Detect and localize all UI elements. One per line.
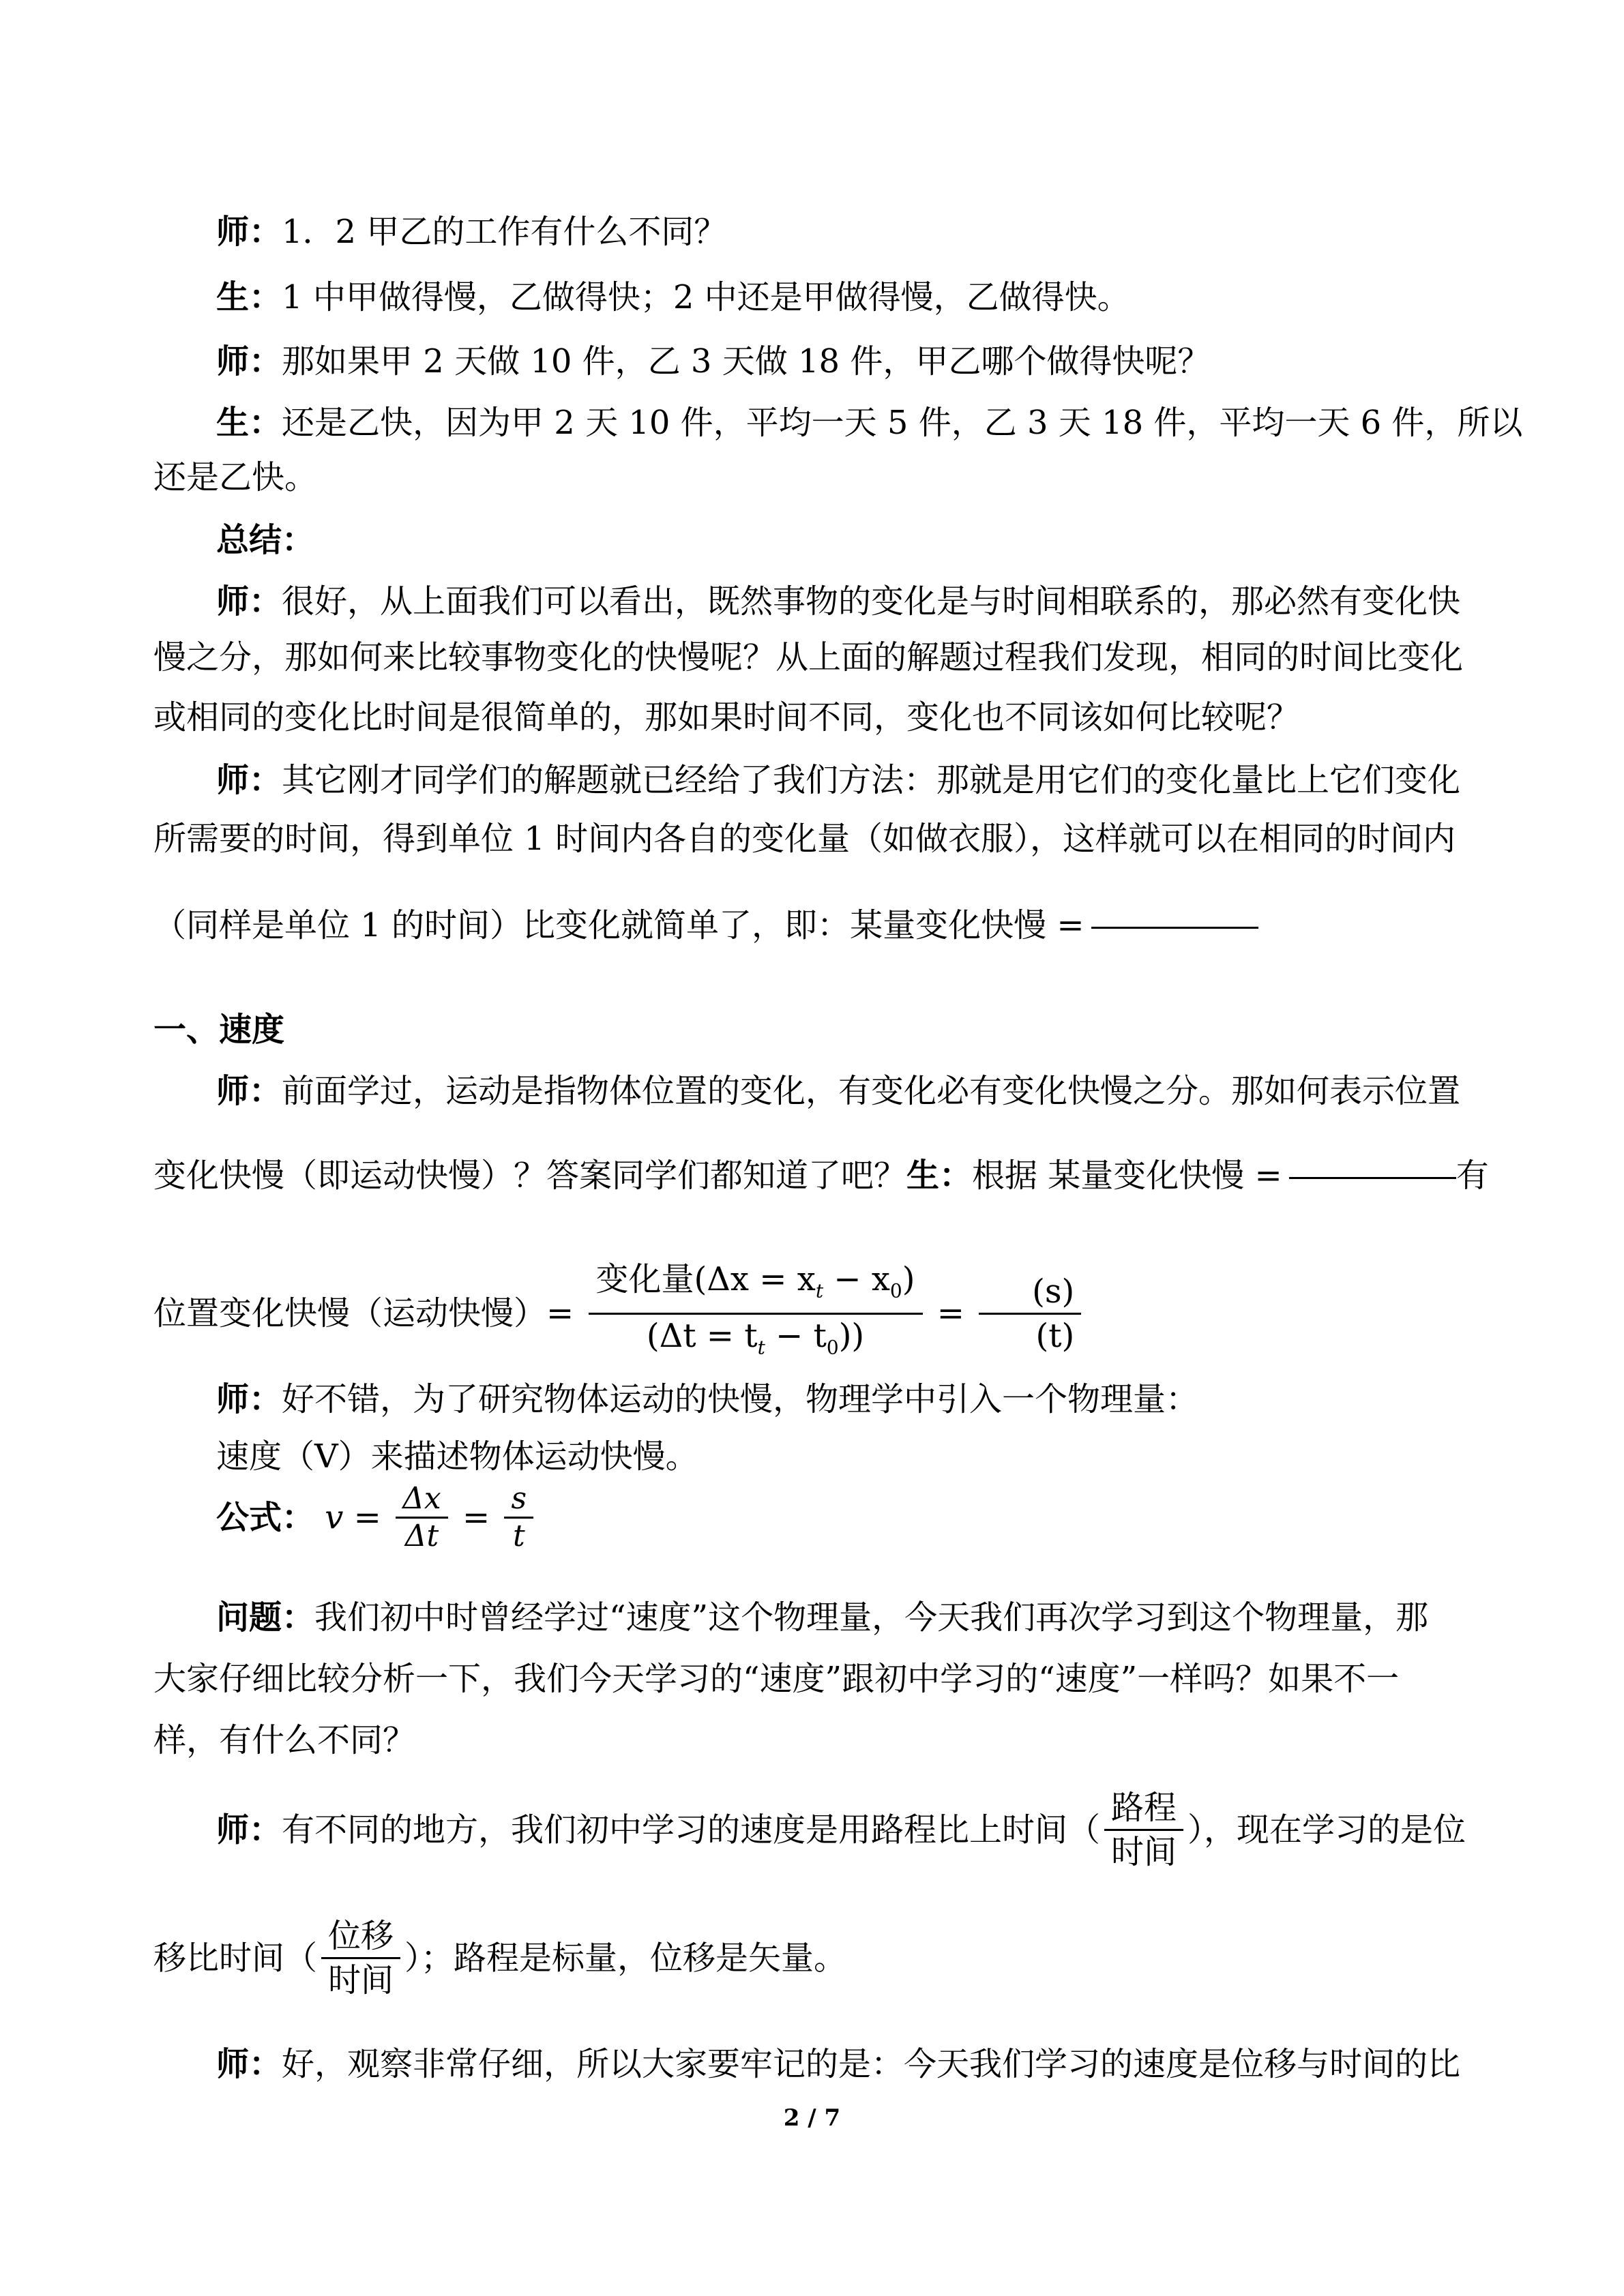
line-text: 慢之分，那如何来比较事物变化的快慢呢？从上面的解题过程我们发现，相同的时间比变化 xyxy=(153,638,1464,676)
line-text: 1．2 甲乙的工作有什么不同？ xyxy=(282,213,727,251)
velocity-formula xyxy=(216,1481,537,1554)
page-number: 2 / 7 xyxy=(783,2104,841,2132)
dialog-line-1 xyxy=(216,210,726,254)
line-text: 好，观察非常仔细，所以大家要牢记的是：今天我们学习的速度是位移与时间的比 xyxy=(282,2045,1461,2083)
equals-sign: = xyxy=(936,1294,964,1333)
line-text: 大家仔细比较分析一下，我们今天学习的“速度”跟初中学习的“速度”一样吗？如果不一 xyxy=(153,1660,1400,1698)
line-text: 其它刚才同学们的解题就已经给了我们方法：那就是用它们的变化量比上它们变化 xyxy=(282,761,1461,799)
fraction-denominator: $(\Delta t = t_t - t_0)$) xyxy=(589,1313,923,1369)
line-text: 样，有什么不同？ xyxy=(153,1721,416,1759)
line-text: （同样是单位 1 的时间）比变化就简单了，即： xyxy=(153,906,851,944)
line-end: 有 xyxy=(1456,1157,1489,1195)
line-text: 那如果甲 2 天做 10 件，乙 3 天做 18 件，甲乙哪个做得快呢？ xyxy=(282,342,1211,381)
summary-heading: 总结： xyxy=(216,521,315,559)
fraction-numerator: 位移 xyxy=(328,1917,394,1955)
speaker-label: 师： xyxy=(216,342,282,381)
dialog-line-5 xyxy=(153,456,317,499)
dialog-line-17 xyxy=(216,1377,1198,1421)
equals-sign: = xyxy=(462,1498,490,1537)
dialog-line-24 xyxy=(153,1915,846,2001)
fraction-blank xyxy=(1289,1177,1456,1179)
velocity-definition-formula xyxy=(153,1258,1085,1369)
fraction-denominator: 时间 xyxy=(1104,1829,1183,1873)
fraction-numerator: s xyxy=(511,1481,527,1516)
question-label: 问题： xyxy=(216,1598,315,1637)
line-text: 还是乙快，因为甲 2 天 10 件，平均一天 5 件，乙 3 天 18 件，平均一天 6 件，所以 xyxy=(282,404,1523,442)
question-line-20 xyxy=(216,1596,1428,1639)
speaker-label: 生： xyxy=(216,404,282,442)
formula-lhs: 位置变化快慢（运动快慢）= xyxy=(153,1294,574,1333)
dialog-line-12 xyxy=(153,904,1258,947)
speaker-label: 师： xyxy=(216,582,282,621)
dialog-line-9 xyxy=(153,696,1299,739)
line-text: 还是乙快。 xyxy=(153,458,318,496)
line-text: ）；路程是标量，位移是矢量。 xyxy=(404,1939,847,1978)
fraction-denominator: Δt xyxy=(396,1517,448,1554)
units-fraction xyxy=(979,1270,1081,1357)
fraction-denominator: t xyxy=(504,1517,533,1554)
speaker-label: 师： xyxy=(216,213,282,251)
line-text: ），现在学习的是位 xyxy=(1187,1810,1466,1849)
line-text: 很好，从上面我们可以看出，既然事物的变化是与时间相联系的，那必然有变化快 xyxy=(282,582,1461,621)
dialog-line-25 xyxy=(216,2042,1460,2086)
fraction-numerator: 路程 xyxy=(1111,1789,1177,1827)
dialog-line-15 xyxy=(153,1154,1489,1197)
formula-label: 公式： xyxy=(216,1498,315,1537)
dialog-line-18 xyxy=(216,1435,698,1478)
line-text: 1 中甲做得慢，乙做得快；2 中还是甲做得慢，乙做得快。 xyxy=(282,278,1130,316)
speaker-label: 师： xyxy=(216,761,282,799)
line-text: 根据 某量变化快慢 = xyxy=(972,1157,1282,1195)
line-text: 有不同的地方，我们初中学习的速度是用路程比上时间（ xyxy=(282,1810,1101,1849)
fraction-numerator: Δx xyxy=(402,1481,441,1516)
dialog-line-14 xyxy=(216,1069,1460,1113)
change-over-time-fraction xyxy=(589,1258,923,1369)
displacement-over-time-fraction xyxy=(321,1915,400,2001)
line-text: 所需要的时间，得到单位 1 时间内各自的变化量（如做衣服），这样就可以在相同的时间内 xyxy=(153,820,1456,858)
section-title: 一、速度 xyxy=(153,1011,285,1049)
dialog-line-3 xyxy=(216,340,1210,383)
speaker-label: 师： xyxy=(216,1810,282,1849)
question-line-21 xyxy=(153,1657,1399,1701)
speaker-label: 师： xyxy=(216,1072,282,1110)
line-text: 移比时间（ xyxy=(153,1939,318,1978)
fraction-blank xyxy=(1091,927,1258,929)
speaker-label: 生： xyxy=(906,1157,973,1195)
line-text: 好不错，为了研究物体运动的快慢，物理学中引入一个物理量： xyxy=(282,1380,1199,1418)
line-text: 速度（V）来描述物体运动快慢。 xyxy=(216,1437,698,1476)
dialog-line-11 xyxy=(153,817,1456,861)
velocity-symbol: v = xyxy=(325,1498,381,1537)
speaker-label: 生： xyxy=(216,278,282,316)
line-text: 前面学过，运动是指物体位置的变化，有变化必有变化快慢之分。那如何表示位置 xyxy=(282,1072,1461,1110)
line-text: 或相同的变化比时间是很简单的，那如果时间不同，变化也不同该如何比较呢？ xyxy=(153,698,1300,736)
line-text: 变化快慢（即运动快慢）？答案同学们都知道了吧？ xyxy=(153,1157,907,1195)
dialog-line-23 xyxy=(216,1787,1466,1873)
dialog-line-8 xyxy=(153,636,1463,679)
dialog-line-7 xyxy=(216,580,1460,623)
formula-text: 某量变化快慢 = xyxy=(850,906,1084,944)
fraction-numerator: (s) xyxy=(1032,1272,1075,1311)
fraction-denominator: 时间 xyxy=(321,1957,400,2001)
fraction-numerator: 变化量$(\Delta x = x_t - x_0)$ xyxy=(595,1260,915,1302)
s-over-t-fraction xyxy=(504,1481,533,1554)
delta-fraction xyxy=(396,1481,448,1554)
dialog-line-4 xyxy=(216,401,1522,445)
fraction-denominator: (t) xyxy=(979,1313,1081,1357)
speaker-label: 师： xyxy=(216,2045,282,2083)
line-text: 我们初中时曾经学过“速度”这个物理量，今天我们再次学习到这个物理量，那 xyxy=(314,1598,1429,1637)
distance-over-time-fraction xyxy=(1104,1787,1183,1873)
dialog-line-2 xyxy=(216,275,1130,319)
dialog-line-10 xyxy=(216,758,1460,802)
speaker-label: 师： xyxy=(216,1380,282,1418)
question-line-22 xyxy=(153,1718,415,1762)
